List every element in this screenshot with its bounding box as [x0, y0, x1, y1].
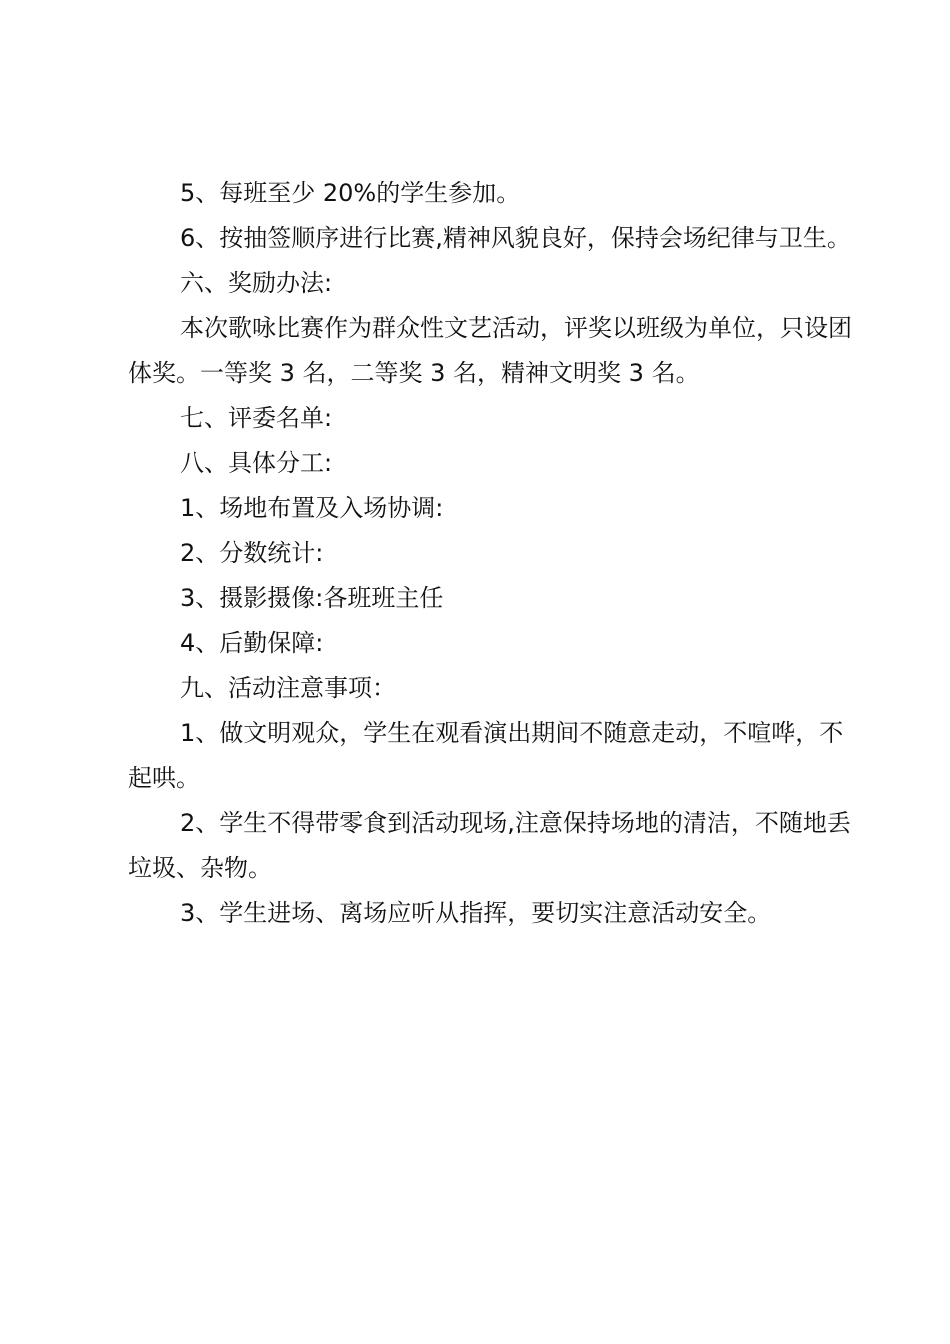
heading-notes: 九、活动注意事项： [180, 674, 396, 702]
note-cleanliness: 2、学生不得带零食到活动现场,注意保持场地的清洁，不随地丢垃圾、杂物。 [128, 809, 851, 882]
item-venue: 1、场地布置及入场协调: [180, 494, 444, 522]
paragraph-participation: 5、每班至少 20%的学生参加。 [180, 179, 521, 207]
item-photography: 3、摄影摄像:各班班主任 [180, 584, 444, 612]
document-body [128, 171, 858, 936]
item-logistics: 4、后勤保障: [180, 629, 324, 657]
paragraph-competition-order: 6、按抽签顺序进行比赛,精神风貌良好，保持会场纪律与卫生。 [180, 224, 851, 252]
note-audience: 1、做文明观众，学生在观看演出期间不随意走动，不喧哗，不起哄。 [128, 719, 844, 792]
item-scoring: 2、分数统计: [180, 539, 324, 567]
heading-judges: 七、评委名单: [180, 404, 333, 432]
paragraph-awards-detail: 本次歌咏比赛作为群众性文艺活动，评奖以班级为单位，只设团体奖。一等奖 3 名，二等奖 3 名，精神文明奖 3 名。 [128, 314, 852, 387]
heading-awards: 六、奖励办法: [180, 269, 333, 297]
heading-division-of-labor: 八、具体分工: [180, 449, 333, 477]
note-safety: 3、学生进场、离场应听从指挥，要切实注意活动安全。 [180, 899, 772, 927]
